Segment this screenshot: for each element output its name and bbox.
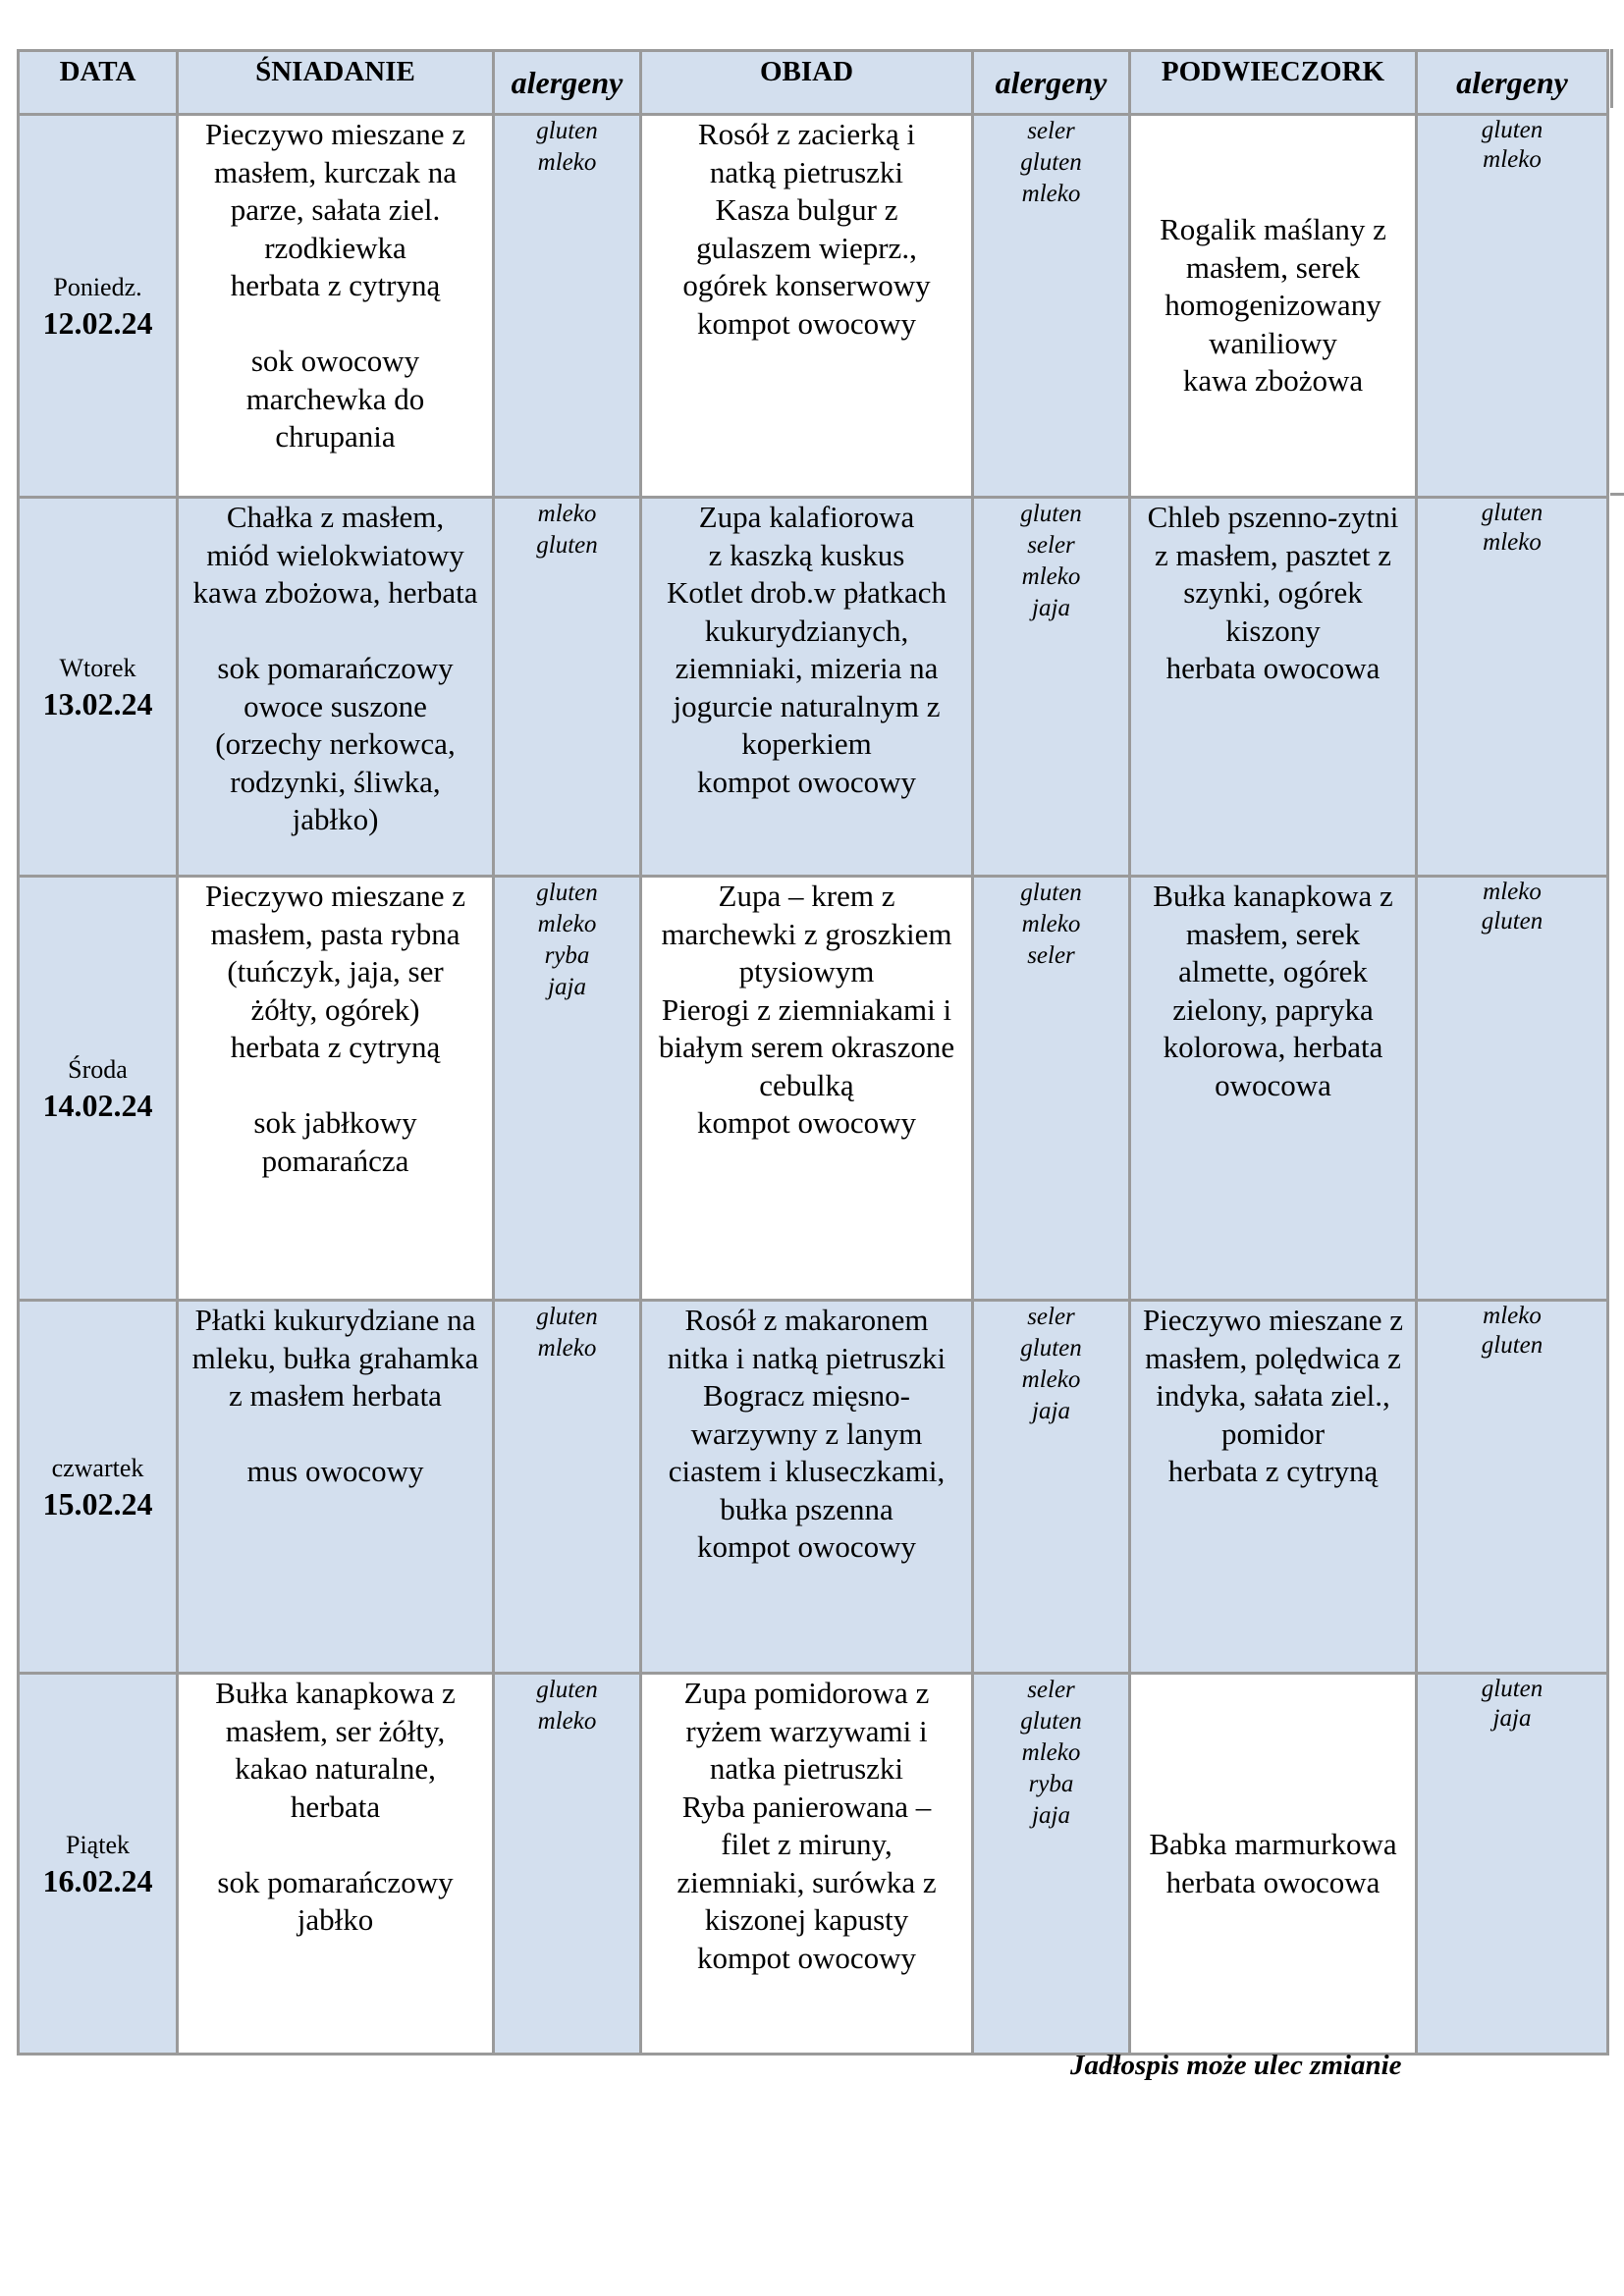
date-cell — [19, 1301, 178, 1674]
lunch-cell — [641, 877, 973, 1301]
day-name: Poniedz. — [53, 272, 142, 301]
allergen-item: gluten — [1481, 117, 1543, 143]
lunch-line: ziemniaki, surówka z — [677, 1864, 937, 1899]
lunch-line: cebulką — [759, 1067, 854, 1102]
breakfast-allergens-cell — [494, 1301, 641, 1674]
lunch-cell — [641, 498, 973, 877]
lunch-line: kompot owocowy — [696, 305, 916, 341]
header-lunch-allergens: alergeny — [973, 51, 1130, 115]
allergen-item: mleko — [1021, 181, 1081, 207]
allergen-item: ryba — [544, 942, 590, 969]
snack-line: herbata owocowa — [1165, 651, 1380, 685]
date-cell — [19, 877, 178, 1301]
breakfast-line: herbata — [290, 1789, 381, 1824]
snack-line: Chleb pszenno-zytni — [1147, 500, 1399, 534]
lunch-line: ptysiowym — [738, 954, 875, 988]
allergen-item: gluten — [536, 118, 598, 144]
date-cell — [19, 115, 178, 498]
breakfast-allergens-cell — [494, 498, 641, 877]
breakfast-cell — [178, 1301, 494, 1674]
lunch-line: kukurydzianych, — [704, 613, 909, 648]
snack-line: indyka, sałata ziel., — [1156, 1378, 1390, 1413]
breakfast-line: sok owocowy — [250, 344, 420, 378]
lunch-line: bułka pszenna — [720, 1491, 893, 1526]
allergen-item: mleko — [537, 1335, 597, 1362]
header-snack-allergens: alergeny — [1417, 51, 1608, 115]
lunch-line: Zupa pomidorowa z — [683, 1676, 930, 1710]
lunch-cell — [641, 1301, 973, 1674]
table-row — [19, 1301, 1608, 1674]
allergen-item: seler — [1027, 118, 1075, 144]
lunch-line: Zupa – krem z — [718, 879, 895, 913]
day-date: 15.02.24 — [42, 1485, 153, 1522]
allergen-item: gluten — [536, 1677, 598, 1703]
breakfast-line: rzodkiewka — [264, 230, 406, 265]
allergen-item: gluten — [1020, 501, 1082, 527]
breakfast-line: kakao naturalne, — [235, 1751, 436, 1786]
lunch-line: kompot owocowy — [696, 1105, 916, 1140]
breakfast-line: masłem, ser żółty, — [225, 1713, 446, 1748]
snack-line: masłem, serek — [1185, 249, 1361, 285]
lunch-line: ogórek konserwowy — [682, 268, 931, 302]
breakfast-line: z masłem herbata — [229, 1378, 442, 1413]
breakfast-line: masłem, pasta rybna — [210, 916, 460, 951]
lunch-allergens-cell — [973, 877, 1130, 1301]
breakfast-line: chrupania — [275, 419, 396, 454]
day-date: 12.02.24 — [42, 304, 153, 341]
day-date: 13.02.24 — [42, 685, 153, 721]
lunch-line: jogurcie naturalnym z — [673, 688, 941, 723]
breakfast-line: miód wielokwiatowy — [206, 537, 464, 572]
breakfast-line: rodzynki, śliwka, — [230, 764, 441, 799]
snack-line: szynki, ogórek — [1183, 575, 1363, 610]
blank-line — [179, 1415, 492, 1454]
breakfast-line: sok jabłkowy — [253, 1105, 417, 1140]
footer-note: Jadłospis może ulec zmianie — [1070, 2050, 1402, 2081]
blank-line — [179, 1067, 492, 1105]
snack-line: herbata owocowa — [1165, 1864, 1380, 1899]
breakfast-line: parze, sałata ziel. — [230, 192, 441, 227]
snack-line: Bułka kanapkowa z — [1153, 879, 1393, 913]
breakfast-allergens-cell — [494, 877, 641, 1301]
lunch-line: koperkiem — [741, 726, 872, 761]
lunch-line: marchewki z groszkiem — [661, 916, 952, 951]
breakfast-line: jabłko — [297, 1902, 374, 1937]
lunch-allergens-cell — [973, 1674, 1130, 2055]
day-name: Środa — [68, 1054, 128, 1084]
day-date: 16.02.24 — [42, 1862, 153, 1898]
lunch-line: kompot owocowy — [696, 1940, 916, 1975]
lunch-cell — [641, 1674, 973, 2055]
snack-line: kolorowa, herbata — [1163, 1030, 1383, 1064]
day-name: czwartek — [51, 1453, 144, 1482]
blank-line — [179, 613, 492, 651]
allergen-item: gluten — [1020, 149, 1082, 176]
lunch-line: z kaszką kuskus — [708, 537, 905, 572]
lunch-cell — [641, 115, 973, 498]
date-cell — [19, 498, 178, 877]
lunch-line: kompot owocowy — [696, 764, 916, 799]
breakfast-line: masłem, kurczak na — [213, 154, 458, 189]
breakfast-line: (orzechy nerkowca, — [215, 726, 456, 761]
allergen-item: mleko — [1021, 1739, 1081, 1766]
allergen-item: gluten — [1020, 1335, 1082, 1362]
allergen-item: jaja — [1032, 1398, 1070, 1424]
allergen-item: mleko — [537, 149, 597, 176]
snack-line: pomidor — [1220, 1415, 1326, 1451]
allergen-item: gluten — [1481, 500, 1543, 526]
lunch-line: białym serem okraszone — [658, 1030, 955, 1064]
snack-line: masłem, polędwica z — [1145, 1340, 1401, 1375]
breakfast-line: jabłko) — [292, 802, 379, 836]
lunch-line: Rosół z zacierką i — [697, 117, 916, 151]
breakfast-line: (tuńczyk, jaja, ser — [227, 954, 444, 988]
allergen-item: mleko — [1021, 911, 1081, 937]
lunch-allergens-cell — [973, 1301, 1130, 1674]
header-row — [19, 51, 1608, 115]
snack-line: almette, ogórek — [1178, 954, 1368, 988]
breakfast-cell — [178, 498, 494, 877]
header-lunch: OBIAD — [641, 51, 973, 115]
allergen-item: seler — [1027, 1677, 1075, 1703]
lunch-line: Rosół z makaronem — [684, 1303, 929, 1337]
lunch-line: Pierogi z ziemniakami i — [661, 991, 952, 1027]
snack-line: waniliowy — [1209, 325, 1337, 360]
lunch-line: ryżem warzywami i — [685, 1713, 928, 1748]
breakfast-line: herbata z cytryną — [230, 268, 441, 302]
blank-line — [179, 305, 492, 344]
lunch-line: Bogracz mięsno- — [703, 1378, 910, 1413]
breakfast-line: sok pomarańczowy — [217, 651, 454, 685]
allergen-item: mleko — [1021, 563, 1081, 590]
allergen-item: seler — [1027, 1304, 1075, 1330]
breakfast-line: Pieczywo mieszane z — [204, 879, 466, 913]
breakfast-line: herbata z cytryną — [230, 1030, 441, 1064]
allergen-item: gluten — [536, 1304, 598, 1330]
breakfast-line: Pieczywo mieszane z — [204, 117, 466, 151]
allergen-item: mleko — [1483, 879, 1542, 905]
header-snack: PODWIECZORK — [1130, 51, 1417, 115]
breakfast-line: żółty, ogórek) — [250, 991, 420, 1027]
snack-allergens-cell — [1417, 115, 1608, 498]
allergen-item: mleko — [1483, 146, 1542, 173]
allergen-item: gluten — [536, 880, 598, 906]
breakfast-cell — [178, 877, 494, 1301]
snack-line: masłem, serek — [1185, 916, 1361, 951]
allergen-item: ryba — [1028, 1771, 1074, 1797]
snack-cell — [1130, 115, 1417, 498]
snack-cell — [1130, 877, 1417, 1301]
lunch-line: Kotlet drob.w płatkach — [667, 575, 947, 610]
lunch-line: gulaszem wieprz., — [696, 230, 917, 265]
breakfast-line: marchewka do — [245, 381, 425, 416]
allergen-item: jaja — [1032, 1802, 1070, 1829]
breakfast-line: sok pomarańczowy — [217, 1864, 454, 1899]
lunch-line: nitka i natką pietruszki — [667, 1340, 947, 1375]
snack-line: kawa zbożowa — [1182, 363, 1364, 399]
table-edge-rule — [1610, 49, 1613, 108]
table-edge-tick — [1610, 493, 1624, 496]
breakfast-allergens-cell — [494, 1674, 641, 2055]
lunch-allergens-cell — [973, 498, 1130, 877]
lunch-line: ciastem i kluseczkami, — [668, 1454, 946, 1488]
snack-cell — [1130, 1674, 1417, 2055]
breakfast-cell — [178, 115, 494, 498]
lunch-line: Ryba panierowana – — [681, 1789, 932, 1824]
breakfast-line: Płatki kukurydziane na — [194, 1303, 476, 1337]
allergen-item: mleko — [537, 911, 597, 937]
breakfast-cell — [178, 1674, 494, 2055]
allergen-item: mleko — [537, 501, 597, 527]
lunch-line: natką pietruszki — [709, 154, 904, 189]
snack-line: Rogalik maślany z — [1160, 212, 1386, 247]
snack-line: owocowa — [1215, 1067, 1331, 1102]
header-breakfast-allergens: alergeny — [494, 51, 641, 115]
lunch-line: warzywny z lanym — [690, 1415, 923, 1451]
breakfast-line: mus owocowy — [246, 1454, 424, 1488]
lunch-line: filet z miruny, — [721, 1827, 893, 1861]
allergen-item: jaja — [1492, 1705, 1532, 1732]
table-row — [19, 115, 1608, 498]
allergen-item: gluten — [1020, 1708, 1082, 1735]
allergen-item: mleko — [537, 1708, 597, 1735]
lunch-line: kiszonej kapusty — [704, 1902, 909, 1937]
allergen-item: gluten — [1481, 908, 1543, 934]
snack-line: herbata z cytryną — [1167, 1454, 1379, 1488]
date-cell — [19, 1674, 178, 2055]
snack-cell — [1130, 1301, 1417, 1674]
allergen-item: gluten — [1020, 880, 1082, 906]
allergen-item: seler — [1027, 942, 1075, 969]
lunch-allergens-cell — [973, 115, 1130, 498]
snack-allergens-cell — [1417, 1301, 1608, 1674]
allergen-item: gluten — [536, 532, 598, 559]
lunch-line: Zupa kalafiorowa — [698, 500, 915, 534]
allergen-item: gluten — [1481, 1332, 1543, 1359]
breakfast-line: pomarańcza — [261, 1143, 409, 1178]
snack-line: zielony, papryka — [1172, 991, 1374, 1027]
day-name: Wtorek — [59, 653, 136, 682]
snack-cell — [1130, 498, 1417, 877]
breakfast-line: kawa zbożowa, herbata — [192, 575, 478, 610]
breakfast-line: Chałka z masłem, — [226, 500, 445, 534]
snack-allergens-cell — [1417, 1674, 1608, 2055]
table-row — [19, 877, 1608, 1301]
menu-table — [17, 49, 1609, 2056]
snack-line: Babka marmurkowa — [1149, 1827, 1397, 1861]
lunch-line: ziemniaki, mizeria na — [675, 651, 939, 685]
allergen-item: mleko — [1483, 1303, 1542, 1329]
snack-line: kiszony — [1225, 613, 1321, 648]
snack-allergens-cell — [1417, 877, 1608, 1301]
lunch-line: Kasza bulgur z — [715, 192, 898, 227]
allergen-item: jaja — [548, 974, 586, 1000]
header-breakfast: ŚNIADANIE — [178, 51, 494, 115]
lunch-line: kompot owocowy — [696, 1529, 916, 1564]
breakfast-line: mleku, bułka grahamka — [191, 1340, 479, 1375]
snack-line: homogenizowany — [1164, 288, 1381, 323]
lunch-line: natka pietruszki — [709, 1751, 904, 1786]
allergen-item: mleko — [1483, 529, 1542, 556]
snack-line: Pieczywo mieszane z — [1142, 1303, 1404, 1337]
snack-line: z masłem, pasztet z — [1154, 537, 1391, 572]
table-row — [19, 498, 1608, 877]
allergen-item: jaja — [1032, 595, 1070, 621]
snack-allergens-cell — [1417, 498, 1608, 877]
breakfast-line: owoce suszone — [244, 688, 427, 723]
allergen-item: mleko — [1021, 1366, 1081, 1393]
allergen-item: seler — [1027, 532, 1075, 559]
table-row — [19, 1674, 1608, 2055]
day-date: 14.02.24 — [42, 1087, 153, 1123]
breakfast-allergens-cell — [494, 115, 641, 498]
allergen-item: gluten — [1481, 1676, 1543, 1702]
header-date: DATA — [19, 51, 178, 115]
day-name: Piątek — [66, 1830, 130, 1859]
breakfast-line: Bułka kanapkowa z — [215, 1676, 456, 1710]
blank-line — [179, 1826, 492, 1864]
